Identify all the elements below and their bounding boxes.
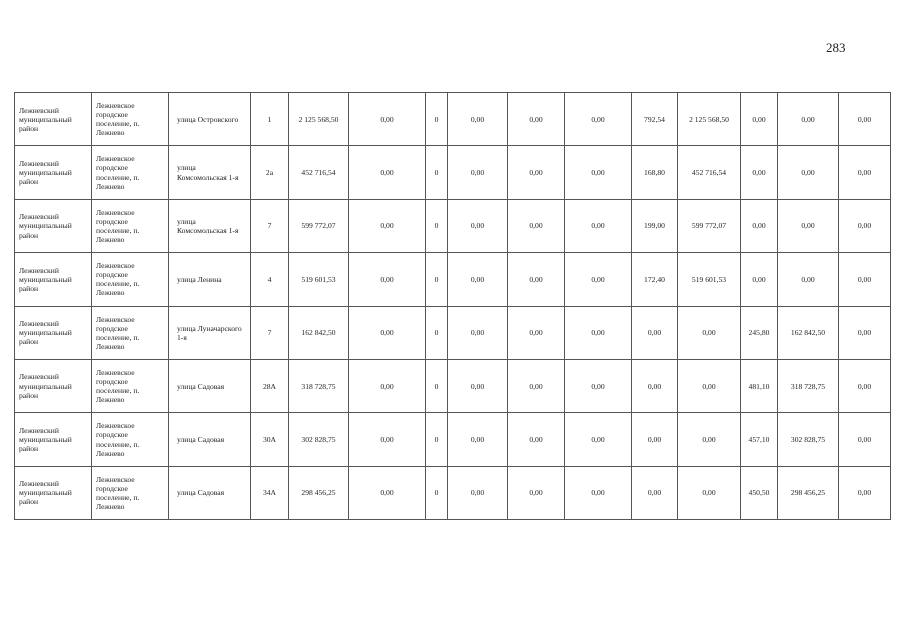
settlement-cell: Лежневское городское поселение, п. Лежнево bbox=[92, 359, 169, 412]
value-cell: 0 bbox=[426, 146, 448, 199]
street-cell: улица Садовая bbox=[169, 413, 251, 466]
value-cell: 0,00 bbox=[349, 146, 426, 199]
value-cell: 0,00 bbox=[839, 413, 891, 466]
value-cell: 0,00 bbox=[839, 93, 891, 146]
value-cell: 0,00 bbox=[448, 466, 508, 519]
value-cell: 0,00 bbox=[508, 93, 565, 146]
value-cell: 0,00 bbox=[508, 306, 565, 359]
value-cell: 0,00 bbox=[778, 253, 839, 306]
street-cell: улица Садовая bbox=[169, 466, 251, 519]
district-cell: Лежневский муниципальный район bbox=[15, 146, 92, 199]
value-cell: 0,00 bbox=[448, 359, 508, 412]
value-cell: 0,00 bbox=[508, 466, 565, 519]
table-row bbox=[15, 199, 891, 252]
value-cell: 0,00 bbox=[508, 253, 565, 306]
house-number-cell: 7 bbox=[251, 199, 289, 252]
settlement-cell: Лежневское городское поселение, п. Лежнево bbox=[92, 466, 169, 519]
value-cell: 0,00 bbox=[349, 306, 426, 359]
value-cell: 2 125 568,50 bbox=[678, 93, 741, 146]
value-cell: 302 828,75 bbox=[289, 413, 349, 466]
value-cell: 0,00 bbox=[448, 93, 508, 146]
value-cell: 0,00 bbox=[349, 359, 426, 412]
value-cell: 199,00 bbox=[632, 199, 678, 252]
value-cell: 0,00 bbox=[632, 466, 678, 519]
value-cell: 0,00 bbox=[448, 199, 508, 252]
table-row bbox=[15, 253, 891, 306]
data-table bbox=[14, 92, 891, 520]
value-cell: 0,00 bbox=[508, 146, 565, 199]
value-cell: 0,00 bbox=[565, 466, 632, 519]
value-cell: 0,00 bbox=[448, 146, 508, 199]
table-row bbox=[15, 306, 891, 359]
value-cell: 245,80 bbox=[741, 306, 778, 359]
value-cell: 0,00 bbox=[508, 359, 565, 412]
value-cell: 0,00 bbox=[778, 93, 839, 146]
value-cell: 481,10 bbox=[741, 359, 778, 412]
value-cell: 0 bbox=[426, 199, 448, 252]
house-number-cell: 2а bbox=[251, 146, 289, 199]
value-cell: 0,00 bbox=[778, 146, 839, 199]
table-row bbox=[15, 146, 891, 199]
settlement-cell: Лежневское городское поселение, п. Лежнево bbox=[92, 253, 169, 306]
value-cell: 792,54 bbox=[632, 93, 678, 146]
value-cell: 0,00 bbox=[741, 253, 778, 306]
value-cell: 0,00 bbox=[678, 413, 741, 466]
value-cell: 0 bbox=[426, 306, 448, 359]
street-cell: улица Островского bbox=[169, 93, 251, 146]
table-row bbox=[15, 466, 891, 519]
value-cell: 302 828,75 bbox=[778, 413, 839, 466]
district-cell: Лежневский муниципальный район bbox=[15, 93, 92, 146]
street-cell: улица Комсомольская 1-я bbox=[169, 146, 251, 199]
value-cell: 0,00 bbox=[678, 306, 741, 359]
table-row bbox=[15, 413, 891, 466]
value-cell: 0 bbox=[426, 359, 448, 412]
value-cell: 0,00 bbox=[741, 199, 778, 252]
value-cell: 0,00 bbox=[448, 413, 508, 466]
house-number-cell: 7 bbox=[251, 306, 289, 359]
value-cell: 318 728,75 bbox=[289, 359, 349, 412]
value-cell: 0,00 bbox=[839, 199, 891, 252]
district-cell: Лежневский муниципальный район bbox=[15, 359, 92, 412]
street-cell: улица Ленина bbox=[169, 253, 251, 306]
value-cell: 0,00 bbox=[565, 93, 632, 146]
value-cell: 2 125 568,50 bbox=[289, 93, 349, 146]
value-cell: 0,00 bbox=[349, 413, 426, 466]
table-row bbox=[15, 93, 891, 146]
value-cell: 0,00 bbox=[508, 199, 565, 252]
value-cell: 0,00 bbox=[349, 93, 426, 146]
settlement-cell: Лежневское городское поселение, п. Лежнево bbox=[92, 199, 169, 252]
district-cell: Лежневский муниципальный район bbox=[15, 199, 92, 252]
value-cell: 0,00 bbox=[741, 93, 778, 146]
district-cell: Лежневский муниципальный район bbox=[15, 306, 92, 359]
house-number-cell: 34А bbox=[251, 466, 289, 519]
value-cell: 0,00 bbox=[349, 466, 426, 519]
value-cell: 0,00 bbox=[632, 306, 678, 359]
settlement-cell: Лежневское городское поселение, п. Лежнево bbox=[92, 93, 169, 146]
value-cell: 0,00 bbox=[448, 253, 508, 306]
value-cell: 0,00 bbox=[839, 253, 891, 306]
value-cell: 0 bbox=[426, 466, 448, 519]
value-cell: 0,00 bbox=[741, 146, 778, 199]
value-cell: 0,00 bbox=[508, 413, 565, 466]
value-cell: 298 456,25 bbox=[778, 466, 839, 519]
value-cell: 0,00 bbox=[565, 146, 632, 199]
value-cell: 0,00 bbox=[632, 359, 678, 412]
settlement-cell: Лежневское городское поселение, п. Лежнево bbox=[92, 146, 169, 199]
value-cell: 0,00 bbox=[839, 359, 891, 412]
value-cell: 0,00 bbox=[839, 466, 891, 519]
value-cell: 452 716,54 bbox=[678, 146, 741, 199]
settlement-cell: Лежневское городское поселение, п. Лежнево bbox=[92, 306, 169, 359]
street-cell: улица Садовая bbox=[169, 359, 251, 412]
value-cell: 519 601,53 bbox=[289, 253, 349, 306]
value-cell: 0,00 bbox=[839, 306, 891, 359]
value-cell: 298 456,25 bbox=[289, 466, 349, 519]
value-cell: 0,00 bbox=[349, 199, 426, 252]
value-cell: 599 772,07 bbox=[289, 199, 349, 252]
value-cell: 0 bbox=[426, 93, 448, 146]
value-cell: 0,00 bbox=[678, 466, 741, 519]
house-number-cell: 1 bbox=[251, 93, 289, 146]
value-cell: 0,00 bbox=[778, 199, 839, 252]
district-cell: Лежневский муниципальный район bbox=[15, 253, 92, 306]
house-number-cell: 28А bbox=[251, 359, 289, 412]
value-cell: 0 bbox=[426, 413, 448, 466]
value-cell: 0,00 bbox=[565, 359, 632, 412]
table-row bbox=[15, 359, 891, 412]
district-cell: Лежневский муниципальный район bbox=[15, 413, 92, 466]
value-cell: 162 842,50 bbox=[289, 306, 349, 359]
value-cell: 172,40 bbox=[632, 253, 678, 306]
value-cell: 0,00 bbox=[678, 359, 741, 412]
street-cell: улица Луначарского 1-я bbox=[169, 306, 251, 359]
value-cell: 599 772,07 bbox=[678, 199, 741, 252]
value-cell: 318 728,75 bbox=[778, 359, 839, 412]
value-cell: 0,00 bbox=[565, 306, 632, 359]
value-cell: 0,00 bbox=[839, 146, 891, 199]
settlement-cell: Лежневское городское поселение, п. Лежнево bbox=[92, 413, 169, 466]
value-cell: 0,00 bbox=[565, 199, 632, 252]
house-number-cell: 4 bbox=[251, 253, 289, 306]
value-cell: 457,10 bbox=[741, 413, 778, 466]
street-cell: улица Комсомольская 1-я bbox=[169, 199, 251, 252]
value-cell: 0,00 bbox=[632, 413, 678, 466]
value-cell: 0,00 bbox=[565, 413, 632, 466]
value-cell: 452 716,54 bbox=[289, 146, 349, 199]
house-number-cell: 30А bbox=[251, 413, 289, 466]
value-cell: 0,00 bbox=[565, 253, 632, 306]
district-cell: Лежневский муниципальный район bbox=[15, 466, 92, 519]
value-cell: 168,80 bbox=[632, 146, 678, 199]
value-cell: 0,00 bbox=[349, 253, 426, 306]
value-cell: 0 bbox=[426, 253, 448, 306]
value-cell: 162 842,50 bbox=[778, 306, 839, 359]
value-cell: 0,00 bbox=[448, 306, 508, 359]
page-number: 283 bbox=[826, 40, 846, 55]
value-cell: 519 601,53 bbox=[678, 253, 741, 306]
value-cell: 450,50 bbox=[741, 466, 778, 519]
